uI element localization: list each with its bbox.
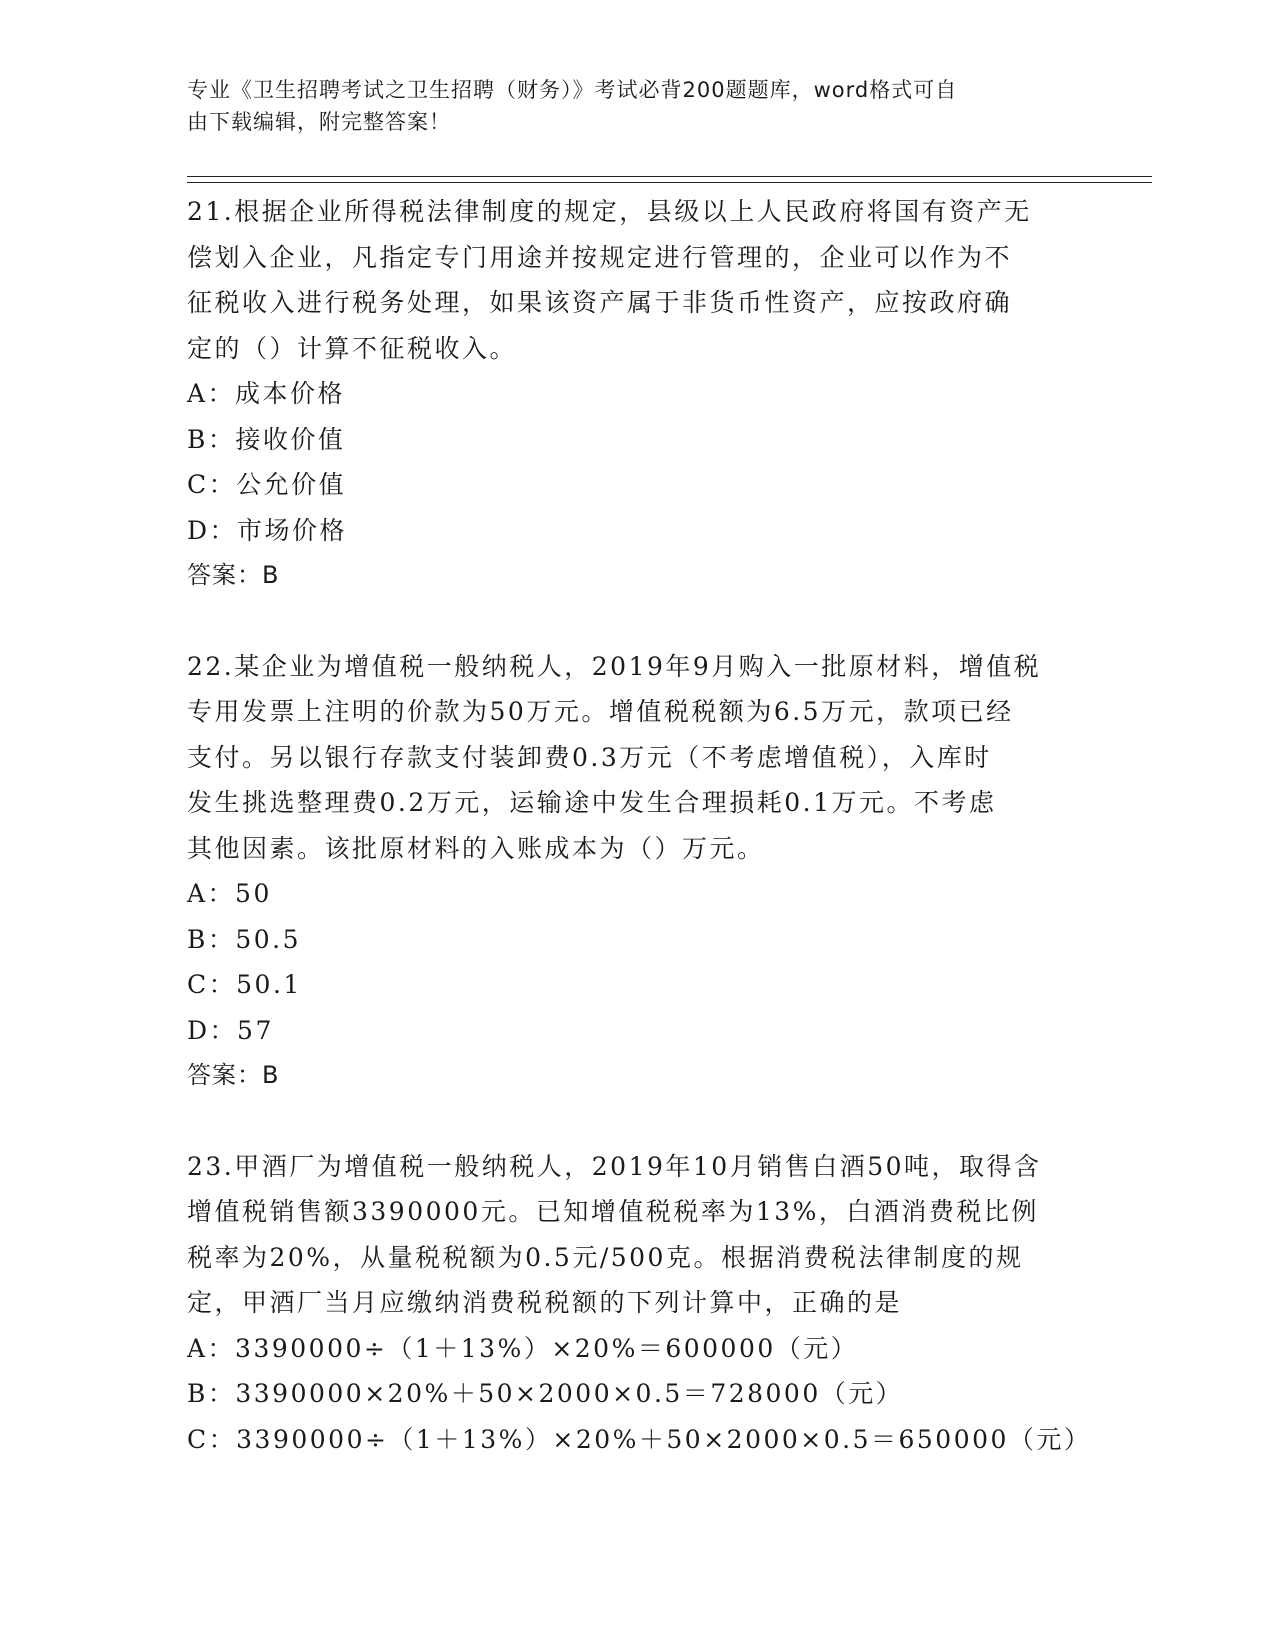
stem-line: 21.根据企业所得税法律制度的规定，县级以上人民政府将国有资产无: [187, 197, 1032, 226]
question-stem: [187, 189, 1087, 371]
answer-label: 答案：B: [187, 1061, 280, 1089]
question-stem: [187, 644, 1087, 872]
question-stem: [187, 1144, 1087, 1326]
stem-line: 22.某企业为增值税一般纳税人，2019年9月购入一批原材料，增值税: [187, 651, 1042, 681]
option-a: A：3390000÷（1＋13%）×20%＝600000（元）: [187, 1333, 859, 1363]
answer-label: 答案：B: [187, 561, 280, 589]
question-list: [187, 189, 1092, 1462]
stem-line: 增值税销售额3390000元。已知增值税税率为13%，白酒消费税比例: [187, 1197, 1039, 1226]
stem-line: 23.甲酒厂为增值税一般纳税人，2019年10月销售白酒50吨，取得含: [187, 1151, 1042, 1181]
option-d: D：市场价格: [187, 515, 348, 545]
stem-line: 征税收入进行税务处理，如果该资产属于非货币性资产，应按政府确: [187, 288, 1013, 317]
option-c: C：3390000÷（1＋13%）×20%＋50×2000×0.5＝650000（元）: [187, 1424, 1092, 1454]
option-c: C：公允价值: [187, 470, 347, 499]
question-21: [187, 189, 1087, 599]
header-divider-top: [187, 176, 1152, 177]
option-b: B：3390000×20%＋50×2000×0.5＝728000（元）: [187, 1379, 904, 1408]
stem-line: 定，甲酒厂当月应缴纳消费税税额的下列计算中，正确的是: [187, 1288, 903, 1317]
option-a: A：成本价格: [187, 379, 346, 408]
header-line-2: 由下载编辑，附完整答案！: [187, 110, 451, 134]
stem-line: 偿划入企业，凡指定专门用途并按规定进行管理的，企业可以作为不: [187, 242, 1013, 272]
header-divider-bottom: [187, 182, 1152, 183]
option-b: B：50.5: [187, 924, 302, 954]
question-23: [187, 1144, 1092, 1463]
stem-line: 发生挑选整理费0.2万元，运输途中发生合理损耗0.1万元。不考虑: [187, 788, 997, 817]
stem-line: 支付。另以银行存款支付装卸费0.3万元（不考虑增值税），入库时: [187, 742, 992, 772]
stem-line: 其他因素。该批原材料的入账成本为（）万元。: [187, 833, 765, 863]
stem-line: 专用发票上注明的价款为50万元。增值税税额为6.5万元，款项已经: [187, 697, 1014, 726]
question-22: [187, 644, 1087, 1099]
stem-line: 定的（）计算不征税收入。: [187, 333, 518, 363]
option-c: C：50.1: [187, 970, 302, 999]
option-d: D：57: [187, 1015, 274, 1045]
document-header: [187, 74, 1087, 138]
stem-line: 税率为20%，从量税税额为0.5元/500克。根据消费税法律制度的规: [187, 1242, 1024, 1272]
option-b: B：接收价值: [187, 424, 346, 454]
option-a: A：50: [187, 879, 272, 908]
header-line-1: 专业《卫生招聘考试之卫生招聘（财务）》考试必背200题题库，word格式可自: [187, 78, 958, 102]
